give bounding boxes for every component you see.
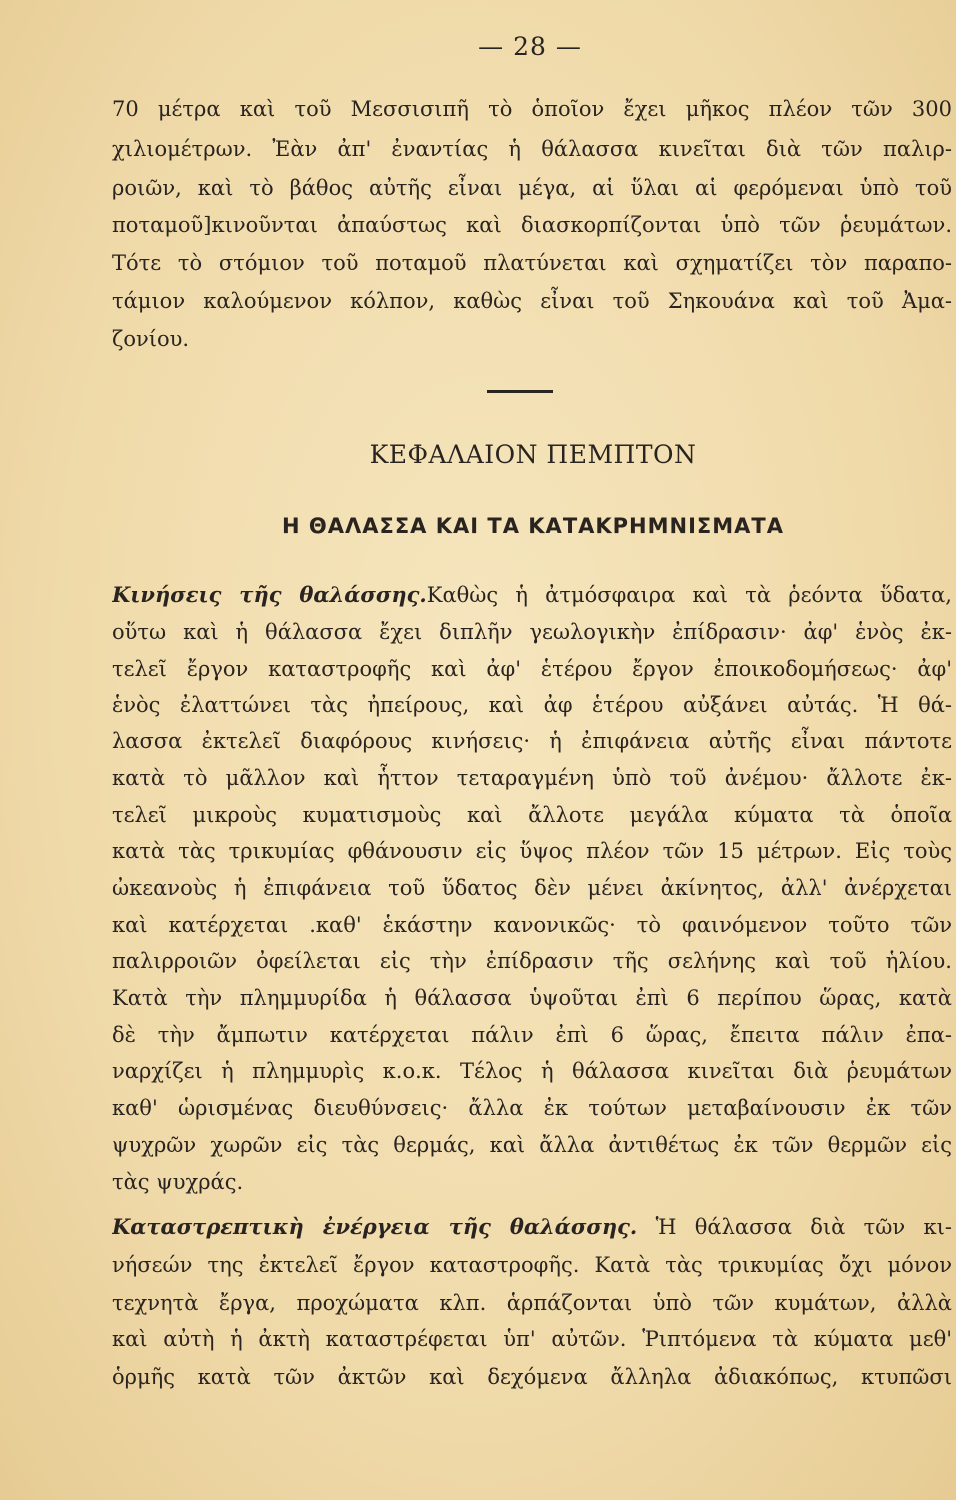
section2-line-3: τεχνητὰ ἔργα, προχώματα κλπ. ἁρπάζονται ὑπὸ τῶν κυμάτων, ἀλλὰ [112,1291,952,1315]
intro-line-6: τάμιον καλούμενον κόλπον, καθὼς εἶναι τοῦ Σηκουάνα καὶ τοῦ Ἀμα- [112,289,952,313]
section1-line-5: λασσα ἐκτελεῖ διαφόρους κινήσεις· ἡ ἐπιφάνεια αὐτῆς εἶναι πάντοτε [112,729,952,753]
section1-line-11: παλιρροιῶν ὀφείλεται εἰς τὴν ἐπίδρασιν τῆς σελήνης καὶ τοῦ ἡλίου. [112,949,952,973]
section1-heading: Κινήσεις τῆς θαλάσσης. [112,582,427,607]
intro-line-4: ποταμοῦ]κινοῦνται ἀπαύστως καὶ διασκορπίζονται ὑπὸ τῶν ῥευμάτων. [112,213,952,237]
section2-line-5: ὁρμῆς κατὰ τῶν ἀκτῶν καὶ δεχόμενα ἄλληλα ἀδιακόπως, κτυπῶσι [112,1365,952,1389]
section1-line-13: δὲ τὴν ἄμπωτιν κατέρχεται πάλιν ἐπὶ 6 ὥρας, ἔπειτα πάλιν ἐπα- [112,1023,952,1047]
section2-line-4: καὶ αὐτὴ ἡ ἀκτὴ καταστρέφεται ὑπ' αὐτῶν. Ῥιπτόμενα τὰ κύματα μεθ' [112,1327,952,1351]
section2-line-2: νήσεών της ἐκτελεῖ ἔργον καταστροφῆς. Κατὰ τὰς τρικυμίας ὄχι μόνον [112,1253,952,1277]
section1-line-17: τὰς ψυχράς. [112,1170,244,1194]
section1-line-3: τελεῖ ἔργον καταστροφῆς καὶ ἀφ' ἑτέρου ἔργον ἐποικοδομήσεως· ἀφ' [112,657,952,681]
section2-first-line [112,1212,952,1242]
section1-line-6: κατὰ τὸ μᾶλλον καὶ ἧττον τεταραγμένη ὑπὸ τοῦ ἀνέμου· ἄλλοτε ἐκ- [112,766,952,790]
section1-line-2: οὕτω καὶ ἡ θάλασσα ἔχει διπλῆν γεωλογικὴν ἐπίδρασιν· ἀφ' ἑνὸς ἐκ- [112,620,952,644]
section1-first-line-text: Καθὼς ἡ ἀτμόσφαιρα καὶ τὰ ῥεόντα ὕδατα, [426,583,952,607]
intro-line-2: χιλιομέτρων. Ἐὰν ἀπ' ἐναντίας ἡ θάλασσα κινεῖται διὰ τῶν παλιρ- [112,137,952,161]
section1-line-9: ὠκεανοὺς ἡ ἐπιφάνεια τοῦ ὕδατος δὲν μένει ἀκίνητος, ἀλλ' ἀνέρχεται [112,876,952,900]
section-divider [487,390,553,393]
intro-line-1: 70 μέτρα καὶ τοῦ Μεσσισιπῆ τὸ ὁποῖον ἔχει μῆκος πλέον τῶν 300 [112,97,952,121]
section1-line-14: ναρχίζει ἡ πλημμυρὶς κ.ο.κ. Τέλος ἡ θάλασσα κινεῖται διὰ ῥευμάτων [112,1059,952,1083]
section1-line-4: ἑνὸς ἐλαττώνει τὰς ἠπείρους, καὶ ἀφ ἑτέρου αὐξάνει αὐτάς. Ἡ θά- [112,693,952,717]
section1-line-10: καὶ κατέρχεται .καθ' ἑκάστην κανονικῶς· τὸ φαινόμενον τοῦτο τῶν [112,913,952,937]
section1-line-15: καθ' ὡρισμένας διευθύνσεις· ἄλλα ἐκ τούτων μεταβαίνουσιν ἐκ τῶν [112,1096,952,1120]
intro-line-7: ζονίου. [112,327,190,351]
section1-line-7: τελεῖ μικροὺς κυματισμοὺς καὶ ἄλλοτε μεγάλα κύματα τὰ ὁποῖα [112,803,952,827]
section2-heading: Καταστρεπτικὴ ἐνέργεια τῆς θαλάσσης. [112,1214,638,1239]
chapter-subtitle: Η ΘΑΛΑΣΣΑ ΚΑΙ ΤΑ ΚΑΤΑΚΡΗΜΝΙΣΜΑΤΑ [282,514,784,538]
section1-line-16: ψυχρῶν χωρῶν εἰς τὰς θερμάς, καὶ ἄλλα ἀντιθέτως ἐκ τῶν θερμῶν εἰς [112,1133,952,1157]
section1-line-12: Κατὰ τὴν πλημμυρίδα ἡ θάλασσα ὑψοῦται ἐπὶ 6 περίπου ὥρας, κατὰ [112,986,952,1010]
chapter-title: ΚΕΦΑΛΑΙΟΝ ΠΕΜΠΤΟΝ [369,440,697,469]
section2-first-line-text: Ἡ θάλασσα διὰ τῶν κι- [655,1215,952,1239]
intro-line-3: ροιῶν, καὶ τὸ βάθος αὐτῆς εἶναι μέγα, αἱ ὕλαι αἱ φερόμεναι ὑπὸ τοῦ [112,176,952,200]
section1-first-line [112,580,952,610]
intro-line-5: Τότε τὸ στόμιον τοῦ ποταμοῦ πλατύνεται καὶ σχηματίζει τὸν παραπο- [112,251,952,275]
page-number: — 28 — [478,32,582,61]
section1-line-8: κατὰ τὰς τρικυμίας φθάνουσιν εἰς ὕψος πλέον τῶν 15 μέτρων. Εἰς τοὺς [112,839,952,863]
